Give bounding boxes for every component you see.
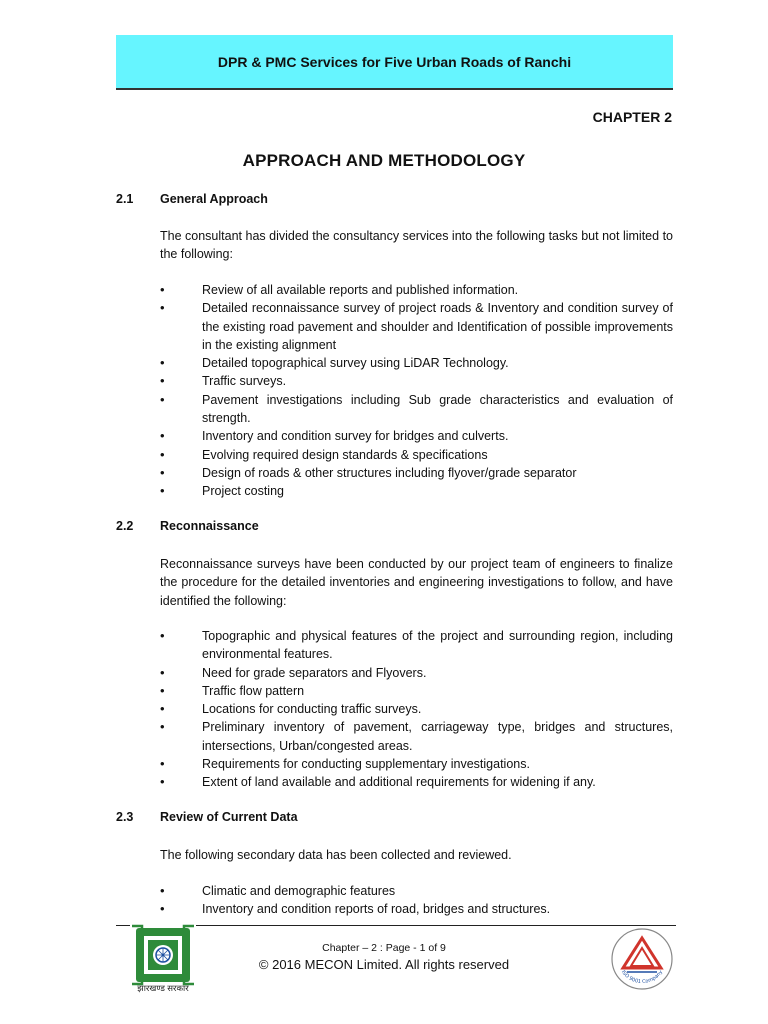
section-intro: Reconnaissance surveys have been conducted by our project team of engineers to finalize the procedure for the detailed inventories and engineering investigations to follow, and have identified the following: <box>160 557 673 608</box>
list-item: • Inventory and condition survey for bridges and culverts. <box>160 427 673 445</box>
section-number: 2.3 <box>116 810 134 824</box>
section-intro: The consultant has divided the consultancy services into the following tasks but not limited to the following: <box>160 229 673 262</box>
bullet-list <box>160 627 673 792</box>
list-item: • Traffic surveys. <box>160 372 673 390</box>
footer-copyright: © 2016 MECON Limited. All rights reserved <box>258 957 510 972</box>
chapter-number: CHAPTER 2 <box>592 109 672 125</box>
list-item: • Climatic and demographic features <box>160 882 673 900</box>
list-item: • Locations for conducting traffic surveys. <box>160 700 673 718</box>
list-item: • Traffic flow pattern <box>160 682 673 700</box>
list-item: • Requirements for conducting supplementary investigations. <box>160 755 673 773</box>
mecon-logo-icon <box>609 926 675 992</box>
section-intro: The following secondary data has been collected and reviewed. <box>160 848 512 862</box>
list-item: • Project costing <box>160 482 673 500</box>
list-item: • Extent of land available and additional requirements for widening if any. <box>160 773 673 791</box>
list-item: • Inventory and condition reports of road, bridges and structures. <box>160 900 673 918</box>
section-heading <box>116 519 259 533</box>
list-item: • Detailed topographical survey using LiDAR Technology. <box>160 354 673 372</box>
list-item: • Preliminary inventory of pavement, carriageway type, bridges and structures, intersections, Urban/congested areas. <box>160 718 673 755</box>
list-item: • Detailed reconnaissance survey of project roads & Inventory and condition survey of the existing road pavement and shoulder and Identification of possible improvements in the existing alignment <box>160 299 673 354</box>
section-title: General Approach <box>160 192 268 206</box>
footer-divider <box>196 925 676 926</box>
list-item: • Pavement investigations including Sub grade characteristics and evaluation of strength. <box>160 391 673 428</box>
section-heading <box>116 192 268 206</box>
page-title: APPROACH AND METHODOLOGY <box>242 151 526 170</box>
header-title: DPR & PMC Services for Five Urban Roads of Ranchi <box>217 53 572 70</box>
emblem-caption: झारखण्ड सरकार <box>137 983 189 993</box>
list-item: • Review of all available reports and published information. <box>160 281 673 299</box>
list-item: • Need for grade separators and Flyovers. <box>160 664 673 682</box>
section-title: Reconnaissance <box>160 519 259 533</box>
bullet-list <box>160 281 673 501</box>
list-item: • Design of roads & other structures including flyover/grade separator <box>160 464 673 482</box>
footer-divider <box>116 925 130 926</box>
list-item: • Topographic and physical features of the project and surrounding region, including environmental features. <box>160 627 673 664</box>
section-heading <box>116 810 298 824</box>
section-number: 2.2 <box>116 519 134 533</box>
logo-caption: ISO 9001 Company <box>619 969 665 986</box>
section-number: 2.1 <box>116 192 134 206</box>
section-title: Review of Current Data <box>160 810 298 824</box>
bullet-list <box>160 882 673 919</box>
running-header <box>116 35 673 90</box>
footer-page-info: Chapter – 2 : Page - 1 of 9 <box>322 942 446 954</box>
list-item: • Evolving required design standards & specifications <box>160 446 673 464</box>
